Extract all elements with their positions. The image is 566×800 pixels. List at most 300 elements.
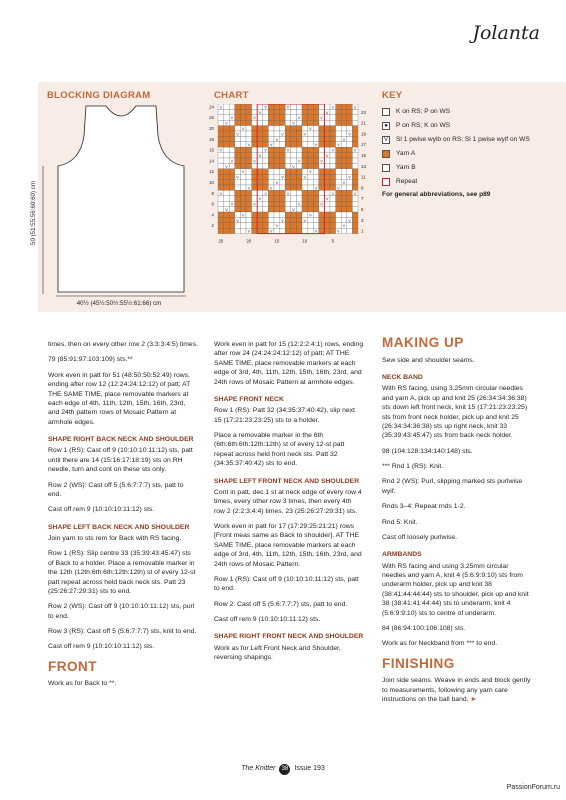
- chart-cell: [313, 158, 319, 163]
- key-item: [382, 135, 552, 145]
- slip-stitch-symbol: V: [309, 170, 312, 175]
- chart-cell: [347, 190, 353, 195]
- chart-cell: [240, 228, 246, 233]
- slip-stitch-symbol: V: [337, 186, 340, 191]
- chart-cell: [341, 153, 347, 158]
- chart-cell: [268, 174, 274, 179]
- chart-cell: [235, 223, 241, 228]
- chart-cell: [324, 142, 330, 147]
- slip-stitch-symbol: V: [325, 197, 329, 202]
- chart-cell: [285, 196, 291, 201]
- chart-cell: [341, 228, 347, 233]
- section-heading: FINISHING: [382, 655, 455, 671]
- chart-cell: [308, 120, 314, 125]
- chart-cell: [235, 136, 241, 141]
- chart-cell: [274, 207, 280, 212]
- chart-cell: [268, 109, 274, 114]
- chart-cell: [218, 212, 224, 217]
- chart-cell: [246, 169, 252, 174]
- slip-stitch-symbol: V: [258, 197, 262, 202]
- row-number: 5: [361, 207, 364, 212]
- chart-cell: [274, 120, 280, 125]
- chart-cell: [240, 196, 246, 201]
- chart-cell: [257, 147, 263, 152]
- chart-cell: [229, 126, 235, 131]
- chart-cell: [347, 180, 353, 185]
- length-measurement: 50 (51:55:56:60:60) cm: [30, 181, 37, 245]
- chart-cell: [308, 163, 314, 168]
- chart-cell: [308, 174, 314, 179]
- chart-cell: [257, 131, 263, 136]
- chart-cell: [280, 109, 286, 114]
- chart-cell: [324, 169, 330, 174]
- chart-cell: [235, 207, 241, 212]
- chart-cell: [252, 109, 258, 114]
- chart-cell: [218, 115, 224, 120]
- chart-cell: [352, 109, 358, 114]
- chart-cell: [235, 115, 241, 120]
- chart-cell: [285, 120, 291, 125]
- chart-cell: [218, 201, 224, 206]
- chart-cell: [263, 201, 269, 206]
- chart-cell: [302, 196, 308, 201]
- slip-stitch-symbol: V: [292, 121, 295, 126]
- chart-cell: [274, 217, 280, 222]
- chart-cell: [324, 228, 330, 233]
- chart-cell: [347, 163, 353, 168]
- key-item: [382, 149, 552, 159]
- chart-cell: [291, 201, 297, 206]
- chart-cell: [218, 131, 224, 136]
- chart-cell: [302, 207, 308, 212]
- chart-cell: [274, 169, 280, 174]
- chart-cell: [352, 136, 358, 141]
- chart-cell: [229, 169, 235, 174]
- chart-cell: [263, 185, 269, 190]
- slip-stitch-symbol: V: [342, 224, 346, 229]
- chart-cell: [308, 201, 314, 206]
- chart-cell: [235, 169, 241, 174]
- key-title: KEY: [382, 90, 403, 101]
- chart-cell: [229, 212, 235, 217]
- slip-stitch-symbol: V: [342, 137, 346, 142]
- key-label: Yarn A: [396, 150, 416, 158]
- chart-cell: [246, 180, 252, 185]
- row-number: 1: [361, 228, 364, 234]
- chart-cell: [246, 104, 252, 109]
- chart-cell: [274, 158, 280, 163]
- chart-cell: [336, 136, 342, 141]
- key-label: Yarn B: [396, 164, 416, 172]
- chart-cell: [302, 190, 308, 195]
- slip-stitch-symbol: V: [275, 224, 279, 229]
- row-number: 3: [361, 217, 364, 223]
- chart-cell: [308, 136, 314, 141]
- section-heading: MAKING UP: [382, 335, 464, 350]
- chart-cell: [291, 180, 297, 185]
- key-swatch-icon: ●: [382, 122, 390, 130]
- chart-cell: [308, 223, 314, 228]
- chart-cell: [285, 109, 291, 114]
- chart-cell: [274, 104, 280, 109]
- chart-cell: [324, 147, 330, 152]
- chart-cell: [313, 163, 319, 168]
- body-text: Join yarn to sts rem for Back with RS facing.: [48, 535, 182, 542]
- chart-cell: [347, 158, 353, 163]
- chart-cell: [324, 115, 330, 120]
- body-text: Cast off loosely purlwise.: [382, 533, 458, 541]
- chart-cell: [336, 158, 342, 163]
- slip-stitch-symbol: V: [281, 132, 284, 137]
- chart-cell: [263, 180, 269, 185]
- chart-cell: [285, 115, 291, 120]
- chart-cell: [291, 190, 297, 195]
- chart-cell: [285, 163, 291, 168]
- chart-cell: [224, 223, 230, 228]
- chart-cell: [291, 115, 297, 120]
- chart-cell: [252, 228, 258, 233]
- chart-cell: [285, 131, 291, 136]
- slip-stitch-symbol: V: [348, 175, 351, 180]
- row-number: 14: [209, 158, 214, 164]
- chart-cell: [313, 196, 319, 201]
- slip-stitch-symbol: V: [348, 132, 351, 137]
- chart-cell: [285, 207, 291, 212]
- chart-cell: [285, 185, 291, 190]
- chart-cell: [291, 147, 297, 152]
- chart-cell: [319, 136, 325, 141]
- chart-cell: [336, 174, 342, 179]
- row-number: 13: [361, 163, 366, 169]
- body-text: 84 (86:94:100:106:108) sts.: [382, 624, 466, 632]
- chart-cell: [218, 153, 224, 158]
- body-text: Join side seams. Weave in ends and block gently to measurements, following any yarn care instructions on the ball band. ►: [382, 677, 531, 703]
- chart-cell: [308, 104, 314, 109]
- chart-cell: [235, 190, 241, 195]
- chart-cell: [313, 131, 319, 136]
- chart-cell: [330, 169, 336, 174]
- chart-cell: [302, 201, 308, 206]
- chart-cell: [330, 174, 336, 179]
- chart-cell: [336, 196, 342, 201]
- chart-cell: [252, 131, 258, 136]
- chart-cell: [263, 223, 269, 228]
- chart-cell: [285, 212, 291, 217]
- chart-cell: [257, 217, 263, 222]
- slip-stitch-symbol: V: [303, 218, 307, 223]
- section-heading: FRONT: [48, 658, 97, 674]
- chart-cell: [324, 131, 330, 136]
- chart-cell: [252, 126, 258, 131]
- chart-cell: [229, 223, 235, 228]
- chart-cell: [352, 223, 358, 228]
- chart-cell: [291, 109, 297, 114]
- chart-cell: [274, 196, 280, 201]
- chart-cell: [257, 207, 263, 212]
- chart-cell: [252, 120, 258, 125]
- row-number: 17: [361, 142, 366, 148]
- chart-cell: [330, 120, 336, 125]
- key-label: P on RS; K on WS: [396, 122, 451, 130]
- watermark: PassionForum.ru: [506, 784, 560, 791]
- row-number: 6: [211, 201, 214, 207]
- chart-cell: [341, 212, 347, 217]
- subheading: SHAPE RIGHT FRONT NECK AND SHOULDER: [214, 633, 364, 641]
- chart-cell: [274, 174, 280, 179]
- chart-cell: [319, 163, 325, 168]
- chart-cell: [313, 212, 319, 217]
- chart-cell: [252, 217, 258, 222]
- chart-cell: [235, 147, 241, 152]
- chart-cell: [263, 212, 269, 217]
- chart-cell: [319, 212, 325, 217]
- slip-stitch-symbol: V: [219, 191, 223, 196]
- chart-cell: [296, 223, 302, 228]
- slip-stitch-symbol: V: [258, 110, 262, 115]
- slip-stitch-symbol: V: [247, 143, 251, 148]
- chart-cell: [308, 142, 314, 147]
- chart-cell: [218, 169, 224, 174]
- abbreviations-note: For general abbreviations, see p89: [382, 191, 491, 198]
- chart-cell: [252, 180, 258, 185]
- chart-cell: [313, 153, 319, 158]
- body-text: Row 1 (RS): Slip centre 33 (35:39:43:45:47) sts of Back to a holder. Place a removable marker in the 12th (12th:6th:6th:12th:12th) st of every 12-st patt repeat across held back neck sts. Patt 23 (25:26:27:29:31) sts to end.: [48, 550, 196, 595]
- chart-cell: [352, 169, 358, 174]
- chart-cell: [347, 169, 353, 174]
- row-number: 10: [209, 180, 214, 185]
- chart-cell: [291, 223, 297, 228]
- chart-cell: [296, 126, 302, 131]
- chart-cell: [252, 153, 258, 158]
- chart-cell: [347, 196, 353, 201]
- chart-cell: [257, 185, 263, 190]
- chart-cell: [224, 104, 230, 109]
- chart-cell: [352, 163, 358, 168]
- chart-cell: [268, 147, 274, 152]
- chart-cell: [240, 153, 246, 158]
- chart-cell: [252, 212, 258, 217]
- chart-cell: [336, 163, 342, 168]
- chart-cell: [302, 169, 308, 174]
- row-number: 21: [361, 120, 366, 126]
- row-number: 8: [211, 190, 214, 196]
- chart-cell: [330, 115, 336, 120]
- chart-cell: [330, 196, 336, 201]
- chart-cell: [352, 153, 358, 158]
- slip-stitch-symbol: V: [225, 164, 228, 169]
- chart-cell: [296, 174, 302, 179]
- chart-cell: [341, 120, 347, 125]
- chart-cell: [291, 174, 297, 179]
- chart-cell: [274, 131, 280, 136]
- row-number: 11: [361, 174, 366, 180]
- chart-cell: [280, 115, 286, 120]
- chart-cell: [229, 196, 235, 201]
- chart-cell: [347, 207, 353, 212]
- slip-stitch-symbol: V: [342, 181, 346, 185]
- chart-cell: [313, 169, 319, 174]
- chart-cell: [229, 217, 235, 222]
- slip-stitch-symbol: V: [297, 116, 301, 121]
- slip-stitch-symbol: V: [297, 202, 301, 207]
- subheading: NECK BAND: [382, 374, 423, 381]
- chart-cell: [218, 228, 224, 233]
- chart-cell: [240, 174, 246, 179]
- chart-cell: [341, 109, 347, 114]
- chart-cell: [285, 169, 291, 174]
- chart-cell: [341, 190, 347, 195]
- slip-stitch-symbol: V: [219, 105, 223, 110]
- chart-cell: [285, 180, 291, 185]
- chart-cell: [308, 131, 314, 136]
- chart-cell: [257, 174, 263, 179]
- chart-cell: [274, 228, 280, 233]
- slip-stitch-symbol: V: [264, 191, 267, 196]
- chart-cell: [263, 174, 269, 179]
- row-number: 23: [361, 109, 366, 115]
- chart-cell: [336, 131, 342, 136]
- chart-cell: [218, 163, 224, 168]
- chart-cell: [341, 131, 347, 136]
- subheading: SHAPE LEFT FRONT NECK AND SHOULDER: [214, 477, 360, 485]
- chart-cell: [313, 115, 319, 120]
- chart-cell: [296, 142, 302, 147]
- chart-cell: [240, 142, 246, 147]
- body-text: Row 1 (RS): Cast off 9 (10:10:10:11:12) sts, patt to end.: [214, 575, 359, 593]
- chart-cell: [224, 153, 230, 158]
- chart-cell: [313, 217, 319, 222]
- body-text: Cast off rem 9 (10:10:10:11:12) sts.: [214, 616, 321, 623]
- slip-stitch-symbol: V: [331, 191, 335, 196]
- slip-stitch-symbol: V: [269, 229, 273, 234]
- chart-cell: [330, 185, 336, 190]
- chart-cell: [296, 207, 302, 212]
- chart-cell: [319, 174, 325, 179]
- chart-cell: [296, 163, 302, 168]
- chart-cell: [235, 185, 241, 190]
- chart-cell: [336, 153, 342, 158]
- chart-cell: [302, 228, 308, 233]
- body-text: Work even in patt for 15 (12:2:2:4:1) rows, ending after row 24 (24:24:24:12:12) of patt; AT THE SAME TIME, place removable markers at each edge of 3rd, 4th, 11th, 12th, 15th, 16th, 23rd, and 24th rows of Mosaic Pattern at armhole edges.: [214, 341, 364, 386]
- chart-cell: [319, 126, 325, 131]
- chart-cell: [246, 217, 252, 222]
- chart-cell: [319, 180, 325, 185]
- chart-cell: [218, 120, 224, 125]
- body-text: With RS facing, using 3.25mm circular needles and yarn A, pick up and knit 25 (26:34:34:36:38) sts down left front neck, knit 15 (17:21:23:23:25) sts from front neck holder, pick up and knit 25 (26:34:34:36:38) sts up right neck, knit 33 (35:39:43:45:47) sts from back neck holder.: [382, 385, 528, 440]
- chart-cell: [224, 169, 230, 174]
- chart-cell: [257, 201, 263, 206]
- chart-cell: [291, 185, 297, 190]
- chart-cell: [229, 185, 235, 190]
- chart-cell: [235, 142, 241, 147]
- chart-cell: [347, 104, 353, 109]
- chart-cell: [308, 147, 314, 152]
- chart-cell: [224, 185, 230, 190]
- body-text: 79 (85:91:97:103:109) sts.**: [48, 356, 133, 364]
- chart-cell: [252, 174, 258, 179]
- chart-cell: [218, 126, 224, 131]
- chart-cell: [336, 169, 342, 174]
- chart-cell: [330, 131, 336, 136]
- chart-cell: [263, 169, 269, 174]
- chart-cell: [324, 223, 330, 228]
- chart-cell: [324, 174, 330, 179]
- chart-cell: [274, 109, 280, 114]
- chart-cell: [240, 185, 246, 190]
- chart-cell: [218, 207, 224, 212]
- chart-cell: [313, 223, 319, 228]
- chart-cell: [268, 136, 274, 141]
- chart-cell: [308, 153, 314, 158]
- chart-cell: [280, 196, 286, 201]
- chart-cell: [280, 120, 286, 125]
- slip-stitch-symbol: V: [286, 191, 290, 196]
- chart-cell: [308, 207, 314, 212]
- chart-cell: [319, 207, 325, 212]
- chart-cell: [274, 115, 280, 120]
- chart-cell: [285, 174, 291, 179]
- chart-cell: [336, 223, 342, 228]
- chart-cell: [352, 174, 358, 179]
- chart-cell: [246, 147, 252, 152]
- chart-cell: [302, 158, 308, 163]
- chart-cell: [235, 196, 241, 201]
- chart-cell: [296, 120, 302, 125]
- chart-cell: [240, 131, 246, 136]
- chart-cell: [224, 131, 230, 136]
- body-text: times, then on every other row 2 (3:3:3:4:5) times.: [48, 341, 198, 348]
- chart-cell: [319, 190, 325, 195]
- chart-cell: [330, 180, 336, 185]
- chart-cell: [330, 158, 336, 163]
- chart-cell: [246, 120, 252, 125]
- chart-cell: [308, 196, 314, 201]
- chart-cell: [336, 180, 342, 185]
- chart-cell: [296, 136, 302, 141]
- chart-cell: [352, 228, 358, 233]
- chart-cell: [274, 163, 280, 168]
- slip-stitch-symbol: V: [225, 121, 228, 126]
- chart-cell: [252, 207, 258, 212]
- slip-stitch-symbol: V: [275, 137, 279, 142]
- chart-cell: [224, 147, 230, 152]
- body-text: Work as for Back to **.: [48, 680, 117, 688]
- chart-cell: [330, 163, 336, 168]
- chart-cell: [240, 217, 246, 222]
- chart-cell: [324, 104, 330, 109]
- chart-cell: [302, 126, 308, 131]
- body-text: Row 1 (RS): Cast off 9 (10:10:10:11:12) sts, patt until there are 14 (15:16:17:18:19) sts on RH needle, turn and cont on these sts only.: [48, 447, 193, 474]
- chart-cell: [246, 212, 252, 217]
- chart-cell: [252, 104, 258, 109]
- chart-cell: [352, 142, 358, 147]
- chart-cell: [240, 201, 246, 206]
- chart-cell: [224, 174, 230, 179]
- chart-cell: [257, 228, 263, 233]
- chart-cell: [302, 109, 308, 114]
- chart-cell: [280, 163, 286, 168]
- chart-cell: [257, 212, 263, 217]
- chart-cell: [252, 169, 258, 174]
- slip-stitch-symbol: V: [353, 105, 357, 110]
- slip-stitch-symbol: V: [309, 213, 312, 218]
- chart-cell: [240, 180, 246, 185]
- slip-stitch-symbol: V: [286, 148, 290, 153]
- chart-cell: [240, 190, 246, 195]
- chart-cell: [313, 136, 319, 141]
- chart-cell: [280, 126, 286, 131]
- chart-cell: [308, 185, 314, 190]
